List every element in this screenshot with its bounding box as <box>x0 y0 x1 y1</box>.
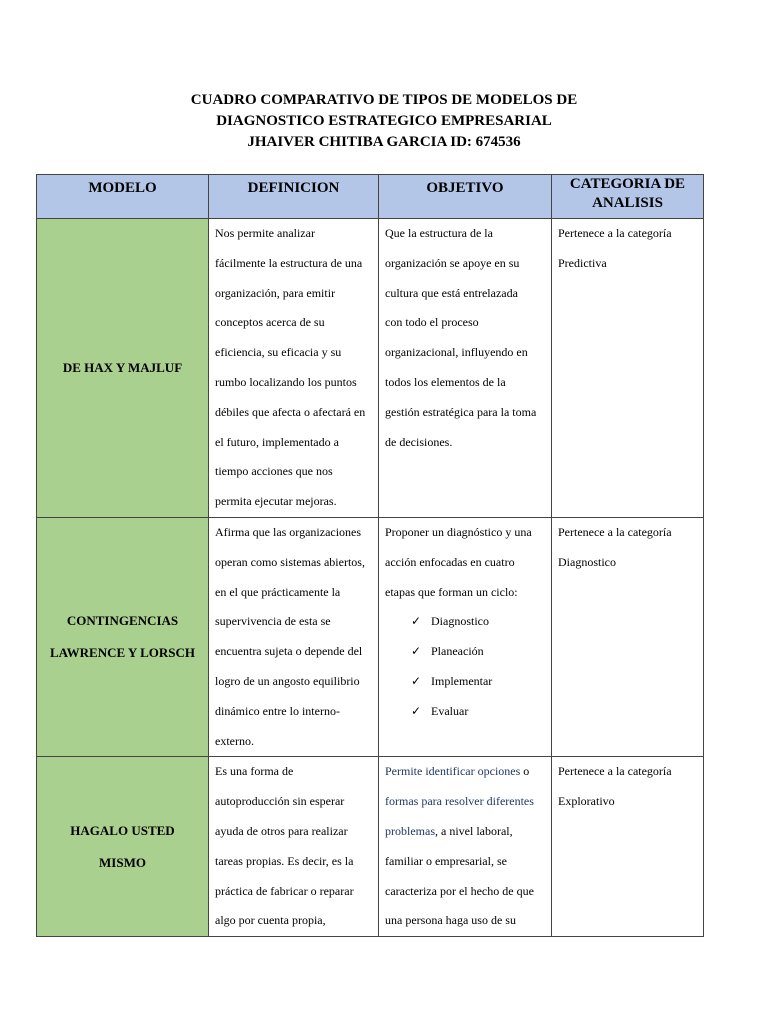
text-line: en el que prácticamente la <box>215 584 341 599</box>
text-line: Es una forma de <box>215 764 294 779</box>
objetivo-cell <box>379 757 552 937</box>
text-line: logro de un angosto equilibrio <box>215 673 360 688</box>
header-definicion: DEFINICION <box>209 175 379 219</box>
check-icon: ✓ <box>411 703 422 718</box>
check-icon: ✓ <box>411 673 422 688</box>
text-line: Afirma que las organizaciones <box>215 524 362 539</box>
text-line: encuentra sujeta o depende del <box>215 644 363 659</box>
text-line: Pertenece a la categoría <box>558 226 672 240</box>
text-segment: Permite identificar <box>385 764 478 779</box>
text-line: permita ejecutar mejoras. <box>215 494 337 509</box>
table-row <box>37 757 704 937</box>
text-line: Que la estructura de la <box>385 226 493 240</box>
definicion-cell <box>209 517 379 756</box>
categoria-cell <box>552 757 704 937</box>
definicion-cell <box>209 219 379 518</box>
text-line: operan como sistemas abiertos, <box>215 554 365 569</box>
text-line: familiar o empresarial, se <box>385 853 507 868</box>
text-line: rumbo localizando los puntos <box>215 374 357 389</box>
header-categoria-line-2: ANALISIS <box>592 195 663 211</box>
checklist-item <box>411 667 546 697</box>
text-line: Pertenece a la categoría <box>558 524 672 539</box>
text-line <box>385 817 546 847</box>
text-line: débiles que afecta o afectará en <box>215 404 366 419</box>
text-line: externo. <box>215 733 254 748</box>
text-segment: opciones <box>477 764 521 779</box>
title-line-2: DIAGNOSTICO ESTRATEGICO EMPRESARIAL <box>216 113 552 129</box>
text-line: organización se apoye en su <box>385 255 520 270</box>
text-line: práctica de fabricar o reparar <box>215 883 354 898</box>
comparison-table <box>36 174 704 937</box>
check-icon: ✓ <box>411 644 422 659</box>
text-line: tiempo acciones que nos <box>215 464 333 479</box>
header-categoria-line-1: CATEGORIA DE <box>569 176 686 192</box>
categoria-cell <box>552 517 704 756</box>
text-line: algo por cuenta propia, <box>215 913 326 928</box>
text-line: gestión estratégica para la toma <box>385 404 537 419</box>
text-line: el futuro, implementado a <box>215 434 339 449</box>
checklist-item <box>411 637 546 667</box>
text-line: etapas que forman un ciclo: <box>385 584 518 599</box>
text-line: formas para resolver diferentes <box>385 794 534 809</box>
text-line: cultura que está entrelazada <box>385 285 518 300</box>
checklist-item-label: Diagnostico <box>431 614 489 629</box>
model-cell <box>37 219 209 518</box>
checklist-item <box>411 697 546 727</box>
text-line: fácilmente la estructura de una <box>215 255 363 270</box>
definicion-cell <box>209 757 379 937</box>
text-line: de decisiones. <box>385 434 453 449</box>
header-objetivo: OBJETIVO <box>379 175 552 219</box>
model-name-line: DE HAX Y MAJLUF <box>62 359 183 375</box>
text-line: caracteriza por el hecho de que <box>385 883 534 898</box>
text-line: tareas propias. Es decir, es la <box>215 853 354 868</box>
checklist-item <box>411 607 546 637</box>
text-line: una persona haga uso de su <box>385 913 516 928</box>
text-segment: , a nivel laboral, <box>435 823 513 838</box>
document-title <box>0 90 768 153</box>
model-cell <box>37 517 209 756</box>
text-line: dinámico entre lo interno- <box>215 703 340 718</box>
text-line: Explorativo <box>558 794 615 809</box>
text-line: ayuda de otros para realizar <box>215 823 348 838</box>
checklist-item-label: Planeación <box>431 644 484 659</box>
text-line: eficiencia, su eficacia y su <box>215 345 342 360</box>
text-line: organización, para emitir <box>215 285 336 300</box>
table-row <box>37 219 704 518</box>
text-line: Pertenece a la categoría <box>558 764 672 779</box>
stage-checklist <box>385 607 546 726</box>
checklist-item-label: Evaluar <box>431 703 469 718</box>
model-name-line: LAWRENCE Y LORSCH <box>50 645 195 661</box>
model-cell <box>37 757 209 937</box>
text-segment: o <box>520 764 530 779</box>
text-line: Proponer un diagnóstico y una <box>385 524 532 539</box>
title-line-3: JHAIVER CHITIBA GARCIA ID: 674536 <box>247 134 521 150</box>
text-line: conceptos acerca de su <box>215 315 325 330</box>
objetivo-cell <box>379 517 552 756</box>
categoria-cell <box>552 219 704 518</box>
text-line: organizacional, influyendo en <box>385 345 528 360</box>
header-modelo: MODELO <box>37 175 209 219</box>
check-icon: ✓ <box>411 614 422 629</box>
header-categoria <box>552 175 704 219</box>
model-name-line: HAGALO USTED <box>70 822 175 838</box>
title-line-1: CUADRO COMPARATIVO DE TIPOS DE MODELOS DE <box>190 92 578 108</box>
text-line: con todo el proceso <box>385 315 479 330</box>
table-row <box>37 517 704 756</box>
table-header-row <box>37 175 704 219</box>
text-line: supervivencia de esta se <box>215 614 331 629</box>
text-line: acción enfocadas en cuatro <box>385 554 515 569</box>
text-line: Diagnostico <box>558 554 616 569</box>
text-line <box>385 757 546 787</box>
objetivo-cell <box>379 219 552 518</box>
checklist-item-label: Implementar <box>431 673 493 688</box>
text-line: autoproducción sin esperar <box>215 794 345 809</box>
text-line: Nos permite analizar <box>215 226 315 240</box>
text-line: todos los elementos de la <box>385 374 506 389</box>
model-name-line: CONTINGENCIAS <box>66 613 179 629</box>
model-name-line: MISMO <box>99 854 146 870</box>
text-line: Predictiva <box>558 255 607 270</box>
text-segment: problemas <box>385 823 435 838</box>
